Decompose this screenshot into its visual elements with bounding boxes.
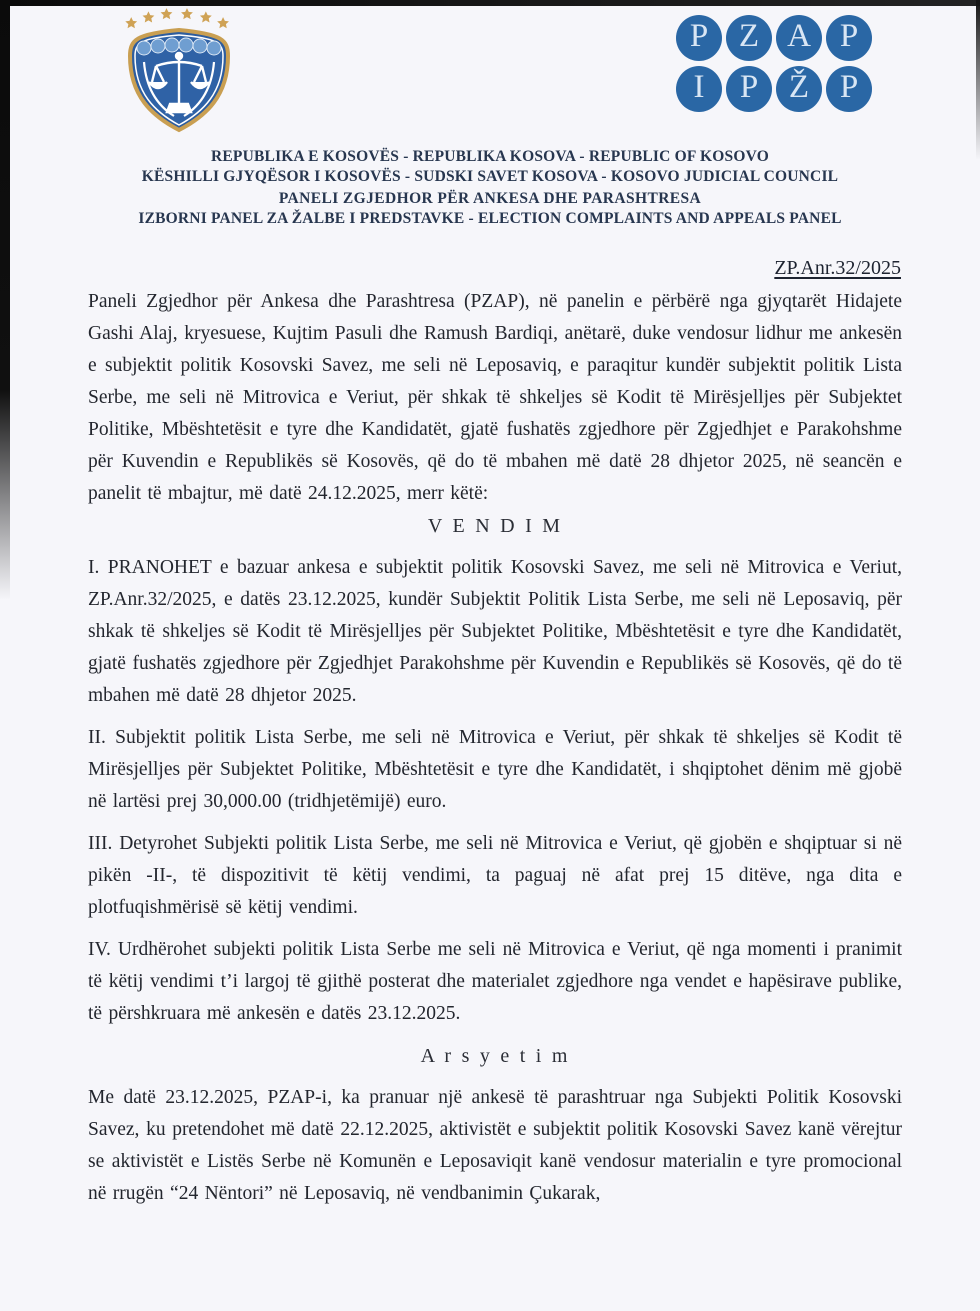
reasoning-heading: A r s y e t i m	[420, 1045, 570, 1067]
pzap-letter-circle: P	[676, 15, 722, 61]
decision-item-1: I. PRANOHET e bazuar ankesa e subjektit politik Kosovski Savez, me seli në Mitrovica e Veriut, ZP.Anr.32/2025, e datës 23.12.2025, kundër Subjektit Politik Lista Serbe, me seli në Leposaviq, për shkak të shkeljes së Kodit të Mirësjelljes për Subjektet Politike, Mbështetësit e tyre dhe Kandidatët, gjatë fushatës zgjedhore për Zgjedhjet Parakohshme për Kuvendin e Republikës së Kosovës, që do të mbahen më datë 28 dhjetor 2025.	[88, 557, 902, 706]
institution-header	[30, 147, 950, 228]
pzap-logo-row2	[676, 66, 872, 112]
pzap-letter-circle: Z	[726, 15, 772, 61]
case-number: ZP.Anr.32/2025	[774, 257, 901, 279]
pzap-letter-circle: P	[726, 66, 772, 112]
pzap-logo-row1	[676, 15, 872, 61]
crest-stars	[125, 8, 229, 28]
crest-icon	[114, 4, 244, 136]
pzap-letter-circle: P	[826, 15, 872, 61]
pzap-letter-circle: P	[826, 66, 872, 112]
pzap-letter-circle: Ž	[776, 66, 822, 112]
pzap-logo	[676, 15, 872, 112]
judicial-council-crest	[114, 4, 244, 136]
decision-heading: V E N D I M	[427, 515, 563, 537]
pzap-letter-circle: I	[676, 66, 722, 112]
decision-item-4: IV. Urdhërohet subjekti politik Lista Serbe me seli në Mitrovica e Veriut, që nga momenti i pranimit të këtij vendimi t’i largoj të gjithë posterat dhe materialet zgjedhore nga vendet e hapësirave publike, të përshkruara më ankesën e datës 23.12.2025.	[88, 939, 902, 1024]
reasoning-paragraph: Me datë 23.12.2025, PZAP-i, ka pranuar një ankesë të parashtruar nga Subjekti Politik Kosovski Savez, ku pretendohet më datë 22.12.2025, aktivistët e subjektit politik Kosovski Savez kanë vërejtur se aktivistët e Listës Serbe në Komunën e Leposaviqit kanë vendosur materialin e tyre promocional në rrugën “24 Nëntori” në Leposaviq, në vendbanimin Çukarak,	[88, 1087, 902, 1204]
decision-item-3: III. Detyrohet Subjekti politik Lista Serbe, me seli në Mitrovica e Veriut, që gjobën e shqiptuar si në pikën -II-, të dispozitivit të këtij vendimi, ta paguaj në afat prej 15 ditëve, nga dita e plotfuqishmërisë së këtij vendimi.	[88, 833, 902, 918]
header-council-line: KËSHILLI GJYQËSOR I KOSOVËS - SUDSKI SAVET KOSOVA - KOSOVO JUDICIAL COUNCIL	[141, 167, 839, 185]
header-panel-english-line: IZBORNI PANEL ZA ŽALBE I PREDSTAVKE - ELECTION COMPLAINTS AND APPEALS PANEL	[138, 209, 842, 227]
intro-paragraph: Paneli Zgjedhor për Ankesa dhe Parashtresa (PZAP), në panelin e përbërë nga gjyqtarët Hidajete Gashi Alaj, kryesuese, Kujtim Pasuli dhe Ramush Bardiqi, anëtarë, duke vendosur lidhur me ankesën e subjektit politik Kosovski Savez, me seli në Leposaviq, e paraqitur kundër subjektit politik Lista Serbe, me seli në Mitrovica e Veriut, për shkak të shkeljes së Kodit të Mirësjelljes për Subjektet Politike, Mbështetësit e tyre dhe Kandidatët, gjatë fushatës zgjedhore për Zgjedhjet e Parakohshme për Kuvendin e Republikës së Kosovës, që do të mbahen më datë 28 dhjetor 2025, në seancën e panelit të mbajtur, më datë 24.12.2025, merr këtë:	[88, 291, 902, 504]
header-republic-line: REPUBLIKA E KOSOVËS - REPUBLIKA KOSOVA - REPUBLIC OF KOSOVO	[211, 148, 769, 165]
pzap-letter-circle: A	[776, 15, 822, 61]
document-body	[88, 286, 902, 1220]
header-panel-albanian-line: PANELI ZGJEDHOR PËR ANKESA DHE PARASHTRESA	[278, 190, 702, 207]
decision-item-2: II. Subjektit politik Lista Serbe, me seli në Mitrovica e Veriut, për shkak të shkeljes së Kodit të Mirësjelljes për Subjektet Politike, Mbështetësit e tyre dhe Kandidatët, i shqiptohet dënim më gjobë në lartësi prej 30,000.00 (tridhjetëmijë) euro.	[88, 727, 902, 812]
scan-edge-left	[0, 0, 10, 600]
scan-edge-right	[976, 0, 980, 160]
